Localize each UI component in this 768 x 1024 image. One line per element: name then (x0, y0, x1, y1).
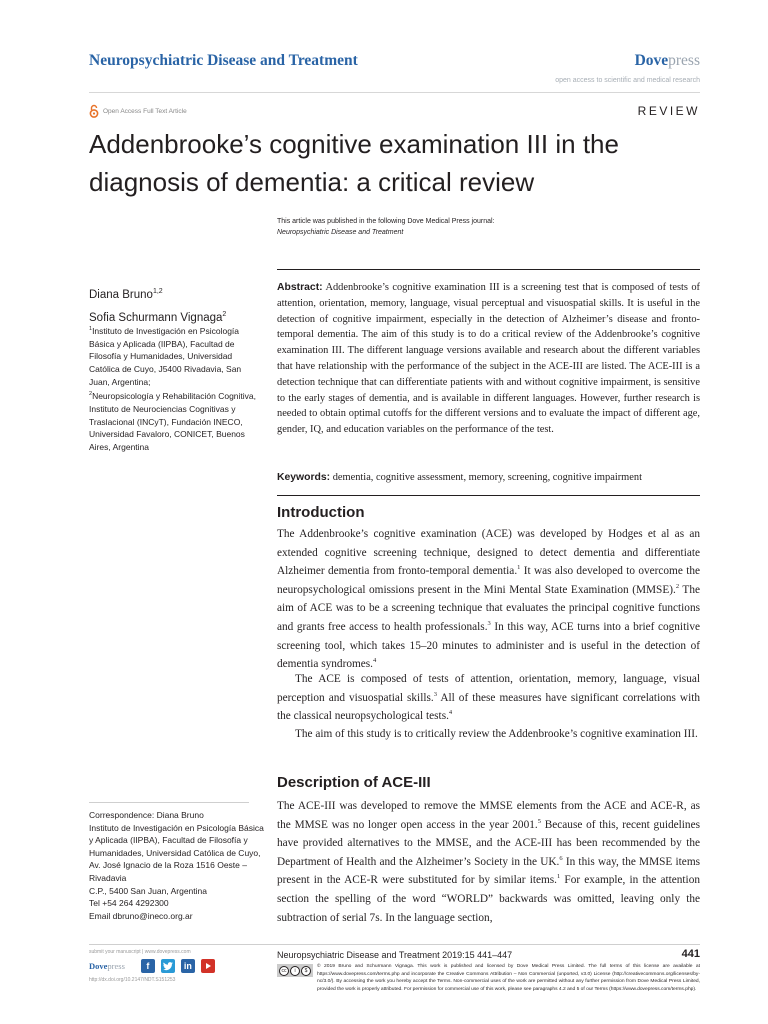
keywords (277, 470, 700, 485)
author-affil-ref: 1,2 (152, 288, 163, 295)
publication-note-line: This article was published in the following Dove Medical Press journal: (277, 218, 495, 225)
affiliation-text: Neuropsicología y Rehabilitación Cognitiva, Instituto de Neurociencias Cognitivas y Traslacional (INCyT), Fundación INECO, Universidad Favaloro, CONICET, Buenos Aires, Argentina (89, 391, 257, 452)
correspondence-email[interactable]: Email dbruno@ineco.org.ar (89, 910, 193, 921)
introduction-heading: Introduction (277, 504, 365, 521)
footer-branding (89, 949, 259, 983)
citation-ref[interactable]: 3 (433, 690, 437, 698)
citation-ref[interactable]: 4 (373, 657, 377, 665)
description-heading: Description of ACE-III (277, 774, 431, 791)
publisher-logo-bold: Dove (634, 52, 669, 69)
abstract-text: Addenbrooke’s cognitive examination III is a screening test that is composed of tests of attention, orientation, memory, language, visual perceptual and visuospatial skills. It is useful in the detection of cognitive impairment, especially in the detection of Alzheimer’s disease and fronto-temporal dementia. The aim of this study is to do a critical review of the Addenbrooke’s cognitive examination III. The different language versions available and research about the different variables that have relationship with the performance of the subject in the ACE-III are listed. The ACE-III is a detection technique that can differentiate patients with and without cognitive impairment, is sensitive to the early stages of dementia, and is available in different languages. However, further research is needed to obtain optimal cutoffs for the different versions and to evaluate the impact of different age, gender, IQ, and education variables on the performance of the test. (277, 282, 700, 436)
footer-divider (89, 944, 700, 945)
open-access-badge (89, 104, 187, 118)
publisher-tagline: open access to scientific and medical research (555, 77, 700, 84)
affiliation (89, 388, 261, 453)
text-run: For example, in the attention section the spelling of the word “WORLD” backwards was omitted, leaving only the subtraction of serial 7s. In the language section, (277, 874, 700, 924)
abstract-top-rule (277, 269, 700, 270)
article-title: Addenbrooke’s cognitive examination III in the diagnosis of dementia: a critical review (89, 129, 619, 197)
citation-ref[interactable]: 1 (517, 564, 521, 572)
author (89, 282, 226, 305)
abstract-label: Abstract: (277, 282, 323, 293)
footer-citation: Neuropsychiatric Disease and Treatment 2019:15 441–447 (277, 950, 513, 960)
nc-icon: $ (301, 966, 311, 976)
cc-icon: cc (279, 966, 289, 976)
youtube-icon[interactable] (201, 959, 215, 973)
citation-ref[interactable]: 2 (675, 583, 680, 591)
license-block (277, 963, 700, 993)
text-run: In this way, ACE turns into a brief cognitive screening tool, which takes 15–20 minutes to administer and is useful in the detection of dementia syndromes. (277, 620, 701, 671)
linkedin-icon[interactable]: in (181, 959, 195, 973)
text-run: All of these measures have significant correlations with the classical neuropsychological tests. (277, 691, 701, 723)
youtube-play-glyph (204, 962, 212, 970)
twitter-bird-glyph (163, 962, 173, 971)
introduction-paragraph-3: The aim of this study is to critically review the Addenbrooke’s cognitive examination III. (295, 728, 698, 740)
text-run: In this way, the MMSE items present in the ACE-R were substituted for by similar items. (277, 855, 701, 887)
affiliation-ref: 1 (89, 326, 93, 332)
creative-commons-icon[interactable] (277, 964, 313, 977)
author-name: Sofia Schurmann Vignaga (89, 311, 223, 324)
citation-ref[interactable]: 4 (448, 709, 453, 717)
footer-publisher-logo (89, 961, 125, 971)
journal-name: Neuropsychiatric Disease and Treatment (89, 52, 358, 69)
citation-ref[interactable]: 1 (557, 873, 561, 881)
correspondence-line: Correspondence: Diana Bruno (89, 810, 204, 820)
affiliation-ref: 2 (89, 391, 93, 398)
affiliation-text: Instituto de Investigación en Psicología Básica y Aplicada (IIPBA), Facultad de Filosofía y Humanidades, Universidad Católica de Cuyo, J5400 Rivadavia, San Juan, Argentina; (89, 325, 242, 387)
introduction-paragraph-1 (277, 525, 700, 674)
publisher-logo-light: press (668, 52, 700, 69)
affiliations (89, 323, 261, 454)
citation-ref[interactable]: 5 (537, 817, 541, 825)
by-icon: i (290, 966, 300, 976)
facebook-icon[interactable]: f (141, 959, 155, 973)
publisher-logo (635, 52, 700, 70)
footer-logo-light: press (107, 961, 125, 971)
text-run: Because of this, recent guidelines have provided alternatives to the MMSE, and the ACE-III has been recommended by the Department of Health and the Alzheimer’s Society in the UK. (277, 818, 700, 868)
author-name: Diana Bruno (89, 288, 153, 301)
twitter-icon[interactable] (161, 959, 175, 973)
correspondence (89, 809, 265, 922)
text-run: The aim of ACE was to be a screening technique that evaluates the principal cognitive functions and grants free access to health professionals. (277, 583, 700, 633)
affiliation (89, 323, 261, 388)
keywords-label: Keywords: (277, 472, 331, 483)
abstract (277, 280, 700, 438)
license-text: © 2019 Bruno and Schurmann Vignaga. This work is published and licensed by Dove Medical Press Limited. The full terms of this license are available at https://www.dovepress.com/terms.php and incorporate the Creative Commons Attribution – Non Commercial (unported, v3.0) License (http://creativecommons.org/licenses/by-nc/3.0/). By accessing the work you hereby accept the Terms. Non-commercial uses of the work are permitted without any further permission from Dove Medical Press Limited, provided the work is properly attributed. For permission for commercial use of this work, please see paragraphs 4.2 and 5 of our Terms (https://www.dovepress.com/terms.php). (317, 964, 700, 992)
author-affil-ref: 2 (222, 310, 227, 318)
introduction-paragraph-2 (277, 670, 700, 726)
open-access-label: Open Access Full Text Article (103, 107, 187, 115)
header-divider (89, 92, 700, 93)
submit-manuscript-link[interactable]: submit your manuscript | www.dovepress.com (89, 949, 191, 955)
open-access-lock-icon (89, 104, 99, 118)
article-type: REVIEW (637, 104, 700, 118)
text-run: The ACE-III was developed to remove the MMSE elements from the ACE and ACE-R, as the MMSE was no longer open access in the year 2001. (277, 800, 700, 831)
publication-note-journal: Neuropsychiatric Disease and Treatment (277, 229, 404, 236)
text-run: It was also developed to overcome the neuropsychological omissions present in the Mini Mental State Examination (MMSE). (277, 565, 700, 596)
abstract-bottom-rule (277, 495, 700, 496)
text-run: The Addenbrooke’s cognitive examination (ACE) was developed by Hodges et al as an extended cognitive screening technique, designed to detect dementia and differentiate Alzheimer dementia from fronto-temporal dementia. (277, 528, 700, 578)
correspondence-line: C.P., 5400 San Juan, Argentina (89, 885, 207, 896)
doi-link[interactable]: http://dx.doi.org/10.2147/NDT.S151253 (89, 977, 176, 983)
page-number: 441 (681, 948, 700, 960)
publication-note (277, 216, 495, 238)
description-paragraph-1 (277, 797, 700, 927)
keywords-text: dementia, cognitive assessment, memory, screening, cognitive impairment (330, 472, 642, 483)
correspondence-line: Instituto de Investigación en Psicología Básica y Aplicada (IIPBA), Facultad de Filosofía y Humanidades, Universidad Católica de Cuyo, Av. José Ignacio de la Roza 1516 Oeste – Rivadavia (89, 822, 264, 883)
citation-ref[interactable]: 3 (487, 620, 491, 628)
footer-brand-row (89, 959, 259, 973)
correspondence-divider (89, 802, 249, 803)
footer-logo-bold: Dove (89, 961, 108, 971)
citation-ref[interactable]: 6 (559, 855, 563, 863)
correspondence-line: Tel +54 264 4292300 (89, 898, 169, 909)
author-list (89, 282, 226, 328)
text-run: The ACE is composed of tests of attention, orientation, memory, language, visual perception and visuospatial skills. (277, 673, 700, 704)
